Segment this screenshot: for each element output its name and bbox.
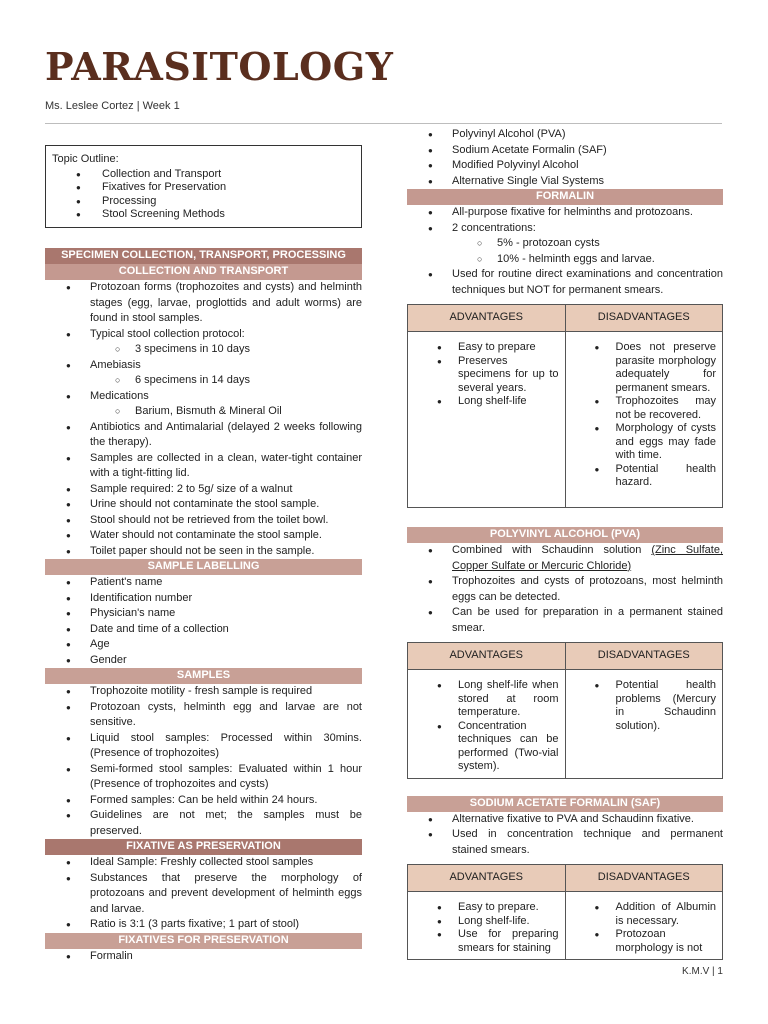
saf-list [407,812,723,859]
saf-table [407,864,723,960]
right-column [407,127,723,960]
list-item: ● Alternative Single Vial Systems [407,174,723,190]
list-item: ● Date and time of a collection [45,622,362,638]
list-item: ● Gender [45,653,362,669]
list-item: ● Water should not contaminate the stool sample. [45,528,362,544]
list-item: ● Ratio is 3:1 (3 parts fixative; 1 part of stool) [45,917,362,933]
list-item: ● Potential health hazard. [572,463,717,490]
list-item: ● Amebiasis [45,358,362,374]
section-heading: COLLECTION AND TRANSPORT [45,264,362,280]
sub-list [45,373,362,389]
list-item: ● Substances that preserve the morphology of protozoans and prevent development of helminth eggs and larvae. [45,871,362,918]
list-item: ● Ideal Sample: Freshly collected stool samples [45,855,362,871]
section-heading: FIXATIVE AS PRESERVATION [45,839,362,855]
list-item: ○ 3 specimens in 10 days [45,342,362,358]
list-item: ● Identification number [45,591,362,607]
list-item: ● Easy to prepare [414,341,559,355]
labelling-list [45,575,362,668]
topic-outline-box [45,145,362,228]
section-heading: SAMPLE LABELLING [45,559,362,575]
list-item: ● Protozoan cysts, helminth egg and larvae are not sensitive. [45,700,362,731]
list-item: ● Physician's name [45,606,362,622]
list-item: ○ Barium, Bismuth & Mineral Oil [45,404,362,420]
list-item: ○ 10% - helminth eggs and larvae. [407,252,723,268]
sub-list [407,236,723,267]
list-item: ● Medications [45,389,362,405]
collection-list [45,389,362,405]
table-cell [565,670,723,779]
list-item: ● Urine should not contaminate the stool sample. [45,497,362,513]
pva-text: Combined with Schaudinn solution [452,544,652,556]
list-item: ● Long shelf-life [414,395,559,409]
list-item: ● Potential health problems (Mercury in Schaudinn solution). [572,679,717,733]
table-cell [408,670,566,779]
list-item: ○ 6 specimens in 14 days [45,373,362,389]
section-heading: POLYVINYL ALCOHOL (PVA) [407,527,723,543]
page-footer: K.M.V | 1 [682,966,723,977]
list-item: ● Processing [76,195,355,209]
fixatives-list [45,949,362,965]
list-item: ● 2 concentrations: [407,221,723,237]
list-item: ● Morphology of cysts and eggs may fade with time. [572,422,717,463]
list-item: ● Used in concentration technique and permanent stained smears. [407,827,723,858]
list-item: ● Trophozoites and cysts of protozoans, most helminth eggs can be detected. [407,574,723,605]
section-heading: FIXATIVES FOR PRESERVATION [45,933,362,949]
list-item: ● Toilet paper should not be seen in the sample. [45,544,362,560]
list-item: ● Sample required: 2 to 5g/ size of a walnut [45,482,362,498]
list-item: ● Liquid stool samples: Processed within 30mins. (Presence of trophozoites) [45,731,362,762]
list-item: ● Antibiotics and Antimalarial (delayed 2 weeks following the therapy). [45,420,362,451]
list-item: ● Sodium Acetate Formalin (SAF) [407,143,723,159]
list-item: ● Trophozoites may not be recovered. [572,395,717,422]
pva-list [407,543,723,636]
sub-list [45,404,362,420]
list-item: ● Alternative fixative to PVA and Schaudinn fixative. [407,812,723,828]
section-heading: FORMALIN [407,189,723,205]
list-item: ● Fixatives for Preservation [76,181,355,195]
left-column [45,145,362,964]
fixatives-list-cont [407,127,723,189]
list-item: ● Used for routine direct examinations and concentration techniques but NOT for permanent smears. [407,267,723,298]
instructor-week: Ms. Leslee Cortez | Week 1 [45,100,180,112]
list-item: ● Long shelf-life when stored at room temperature. [414,679,559,720]
list-item: ● Addition of Albumin is necessary. [572,901,717,928]
table-header: ADVANTAGES [408,305,566,332]
list-item: ● All-purpose fixative for helminths and protozoans. [407,205,723,221]
list-item: ● Typical stool collection protocol: [45,327,362,343]
section-heading: SPECIMEN COLLECTION, TRANSPORT, PROCESSING [45,248,362,264]
list-item: ● Concentration techniques can be performed (Two-vial system). [414,720,559,774]
list-item [407,543,723,574]
list-item: ● Long shelf-life. [414,915,559,929]
table-header: ADVANTAGES [408,643,566,670]
topic-outline-title: Topic Outline: [52,153,119,165]
table-header: DISADVANTAGES [565,643,723,670]
header-divider [45,123,722,124]
list-item: ● Stool Screening Methods [76,208,355,222]
list-item: ● Samples are collected in a clean, water-tight container with a tight-fitting lid. [45,451,362,482]
list-item: ● Semi-formed stool samples: Evaluated within 1 hour (Presence of trophozoites and cysts) [45,762,362,793]
list-item: ● Easy to prepare. [414,901,559,915]
list-item: ○ 5% - protozoan cysts [407,236,723,252]
list-item: ● Use for preparing smears for staining [414,928,559,955]
list-item: ● Formalin [45,949,362,965]
section-heading: SODIUM ACETATE FORMALIN (SAF) [407,796,723,812]
list-item: ● Stool should not be retrieved from the toilet bowl. [45,513,362,529]
pva-underlined-text: (Zinc Sulfate, Copper Sulfate or Mercuric Chloride) [452,544,724,572]
list-item: ● Does not preserve parasite morphology adequately for permanent smears. [572,341,717,395]
list-item: ● Preserves specimens for up to several years. [414,355,559,396]
sub-list [45,342,362,358]
table-header: DISADVANTAGES [565,305,723,332]
table-cell [408,892,566,960]
list-item: ● Protozoan forms (trophozoites and cysts) and helminth stages (egg, larvae, proglottids and adult worms) are found in stool samples. [45,280,362,327]
table-header: DISADVANTAGES [565,865,723,892]
fixative-list [45,855,362,933]
pva-table [407,642,723,779]
formalin-list [407,205,723,236]
collection-list [45,420,362,560]
list-item: ● Guidelines are not met; the samples must be preserved. [45,808,362,839]
samples-list [45,684,362,839]
page-title: PARASITOLOGY [45,44,394,89]
list-item: ● Modified Polyvinyl Alcohol [407,158,723,174]
table-cell [565,332,723,508]
table-header: ADVANTAGES [408,865,566,892]
formalin-list [407,267,723,298]
list-item: ● Protozoan morphology is not [572,928,717,955]
formalin-table [407,304,723,508]
table-cell [408,332,566,508]
list-item: ● Age [45,637,362,653]
topic-outline-list [76,168,355,222]
list-item: ● Trophozoite motility - fresh sample is required [45,684,362,700]
collection-list [45,358,362,374]
section-heading: SAMPLES [45,668,362,684]
table-cell [565,892,723,960]
list-item: ● Collection and Transport [76,168,355,182]
list-item: ● Polyvinyl Alcohol (PVA) [407,127,723,143]
list-item: ● Patient's name [45,575,362,591]
collection-list [45,280,362,342]
list-item: ● Can be used for preparation in a permanent stained smear. [407,605,723,636]
list-item: ● Formed samples: Can be held within 24 hours. [45,793,362,809]
